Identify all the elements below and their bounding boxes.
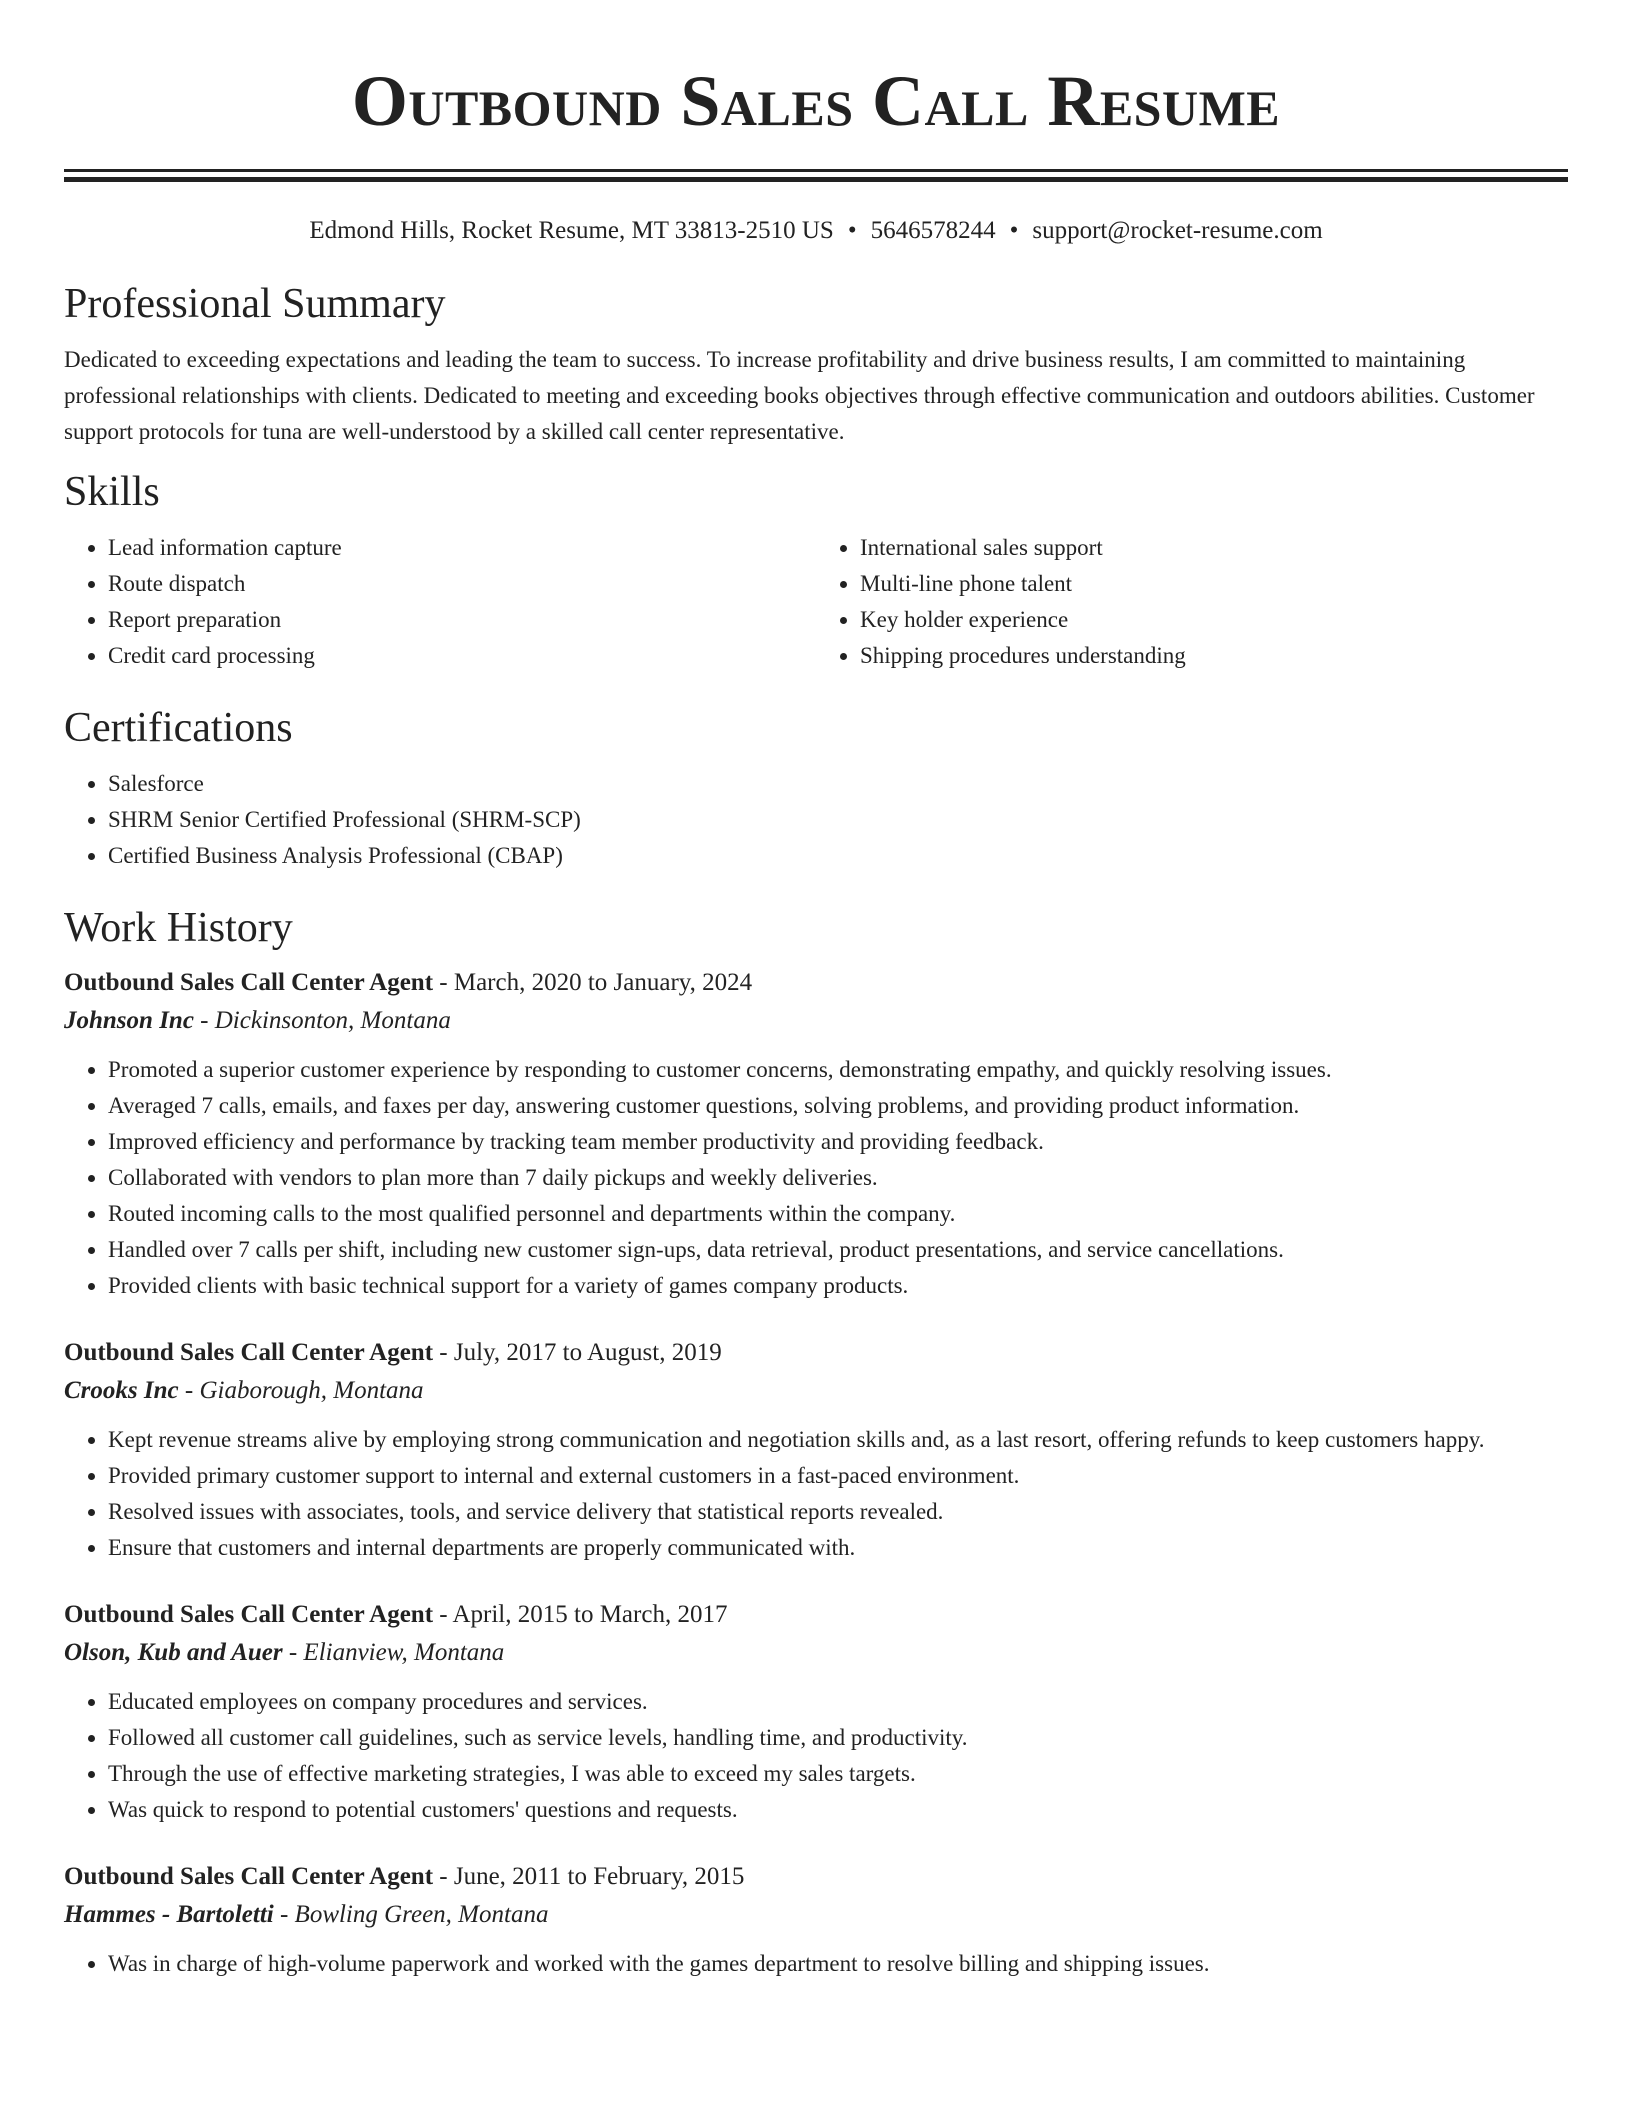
job-bullets <box>64 1052 1568 1304</box>
job-bullet: • Collaborated with vendors to plan more than 7 daily pickups and weekly deliveries. <box>108 1160 1568 1196</box>
summary-text: Dedicated to exceeding expectations and leading the team to success. To increase profitability and drive business results, I am committed to maintaining professional relationships with clients. Dedicated to meeting and exceeding books objectives through effective communication and outdoors abilities. Customer support protocols for tuna are well-understood by a skilled call center representative. <box>64 347 1535 444</box>
skills-heading: Skills <box>64 469 160 515</box>
job-bullet: • Routed incoming calls to the most qualified personnel and departments within the company. <box>108 1196 1568 1232</box>
contact-address: Edmond Hills, Rocket Resume, MT 33813-2510 US <box>309 217 834 244</box>
job-company-line <box>64 1372 1568 1410</box>
job-dates: - April, 2015 to March, 2017 <box>433 1601 728 1628</box>
certifications-section <box>64 700 1568 874</box>
contact-line <box>64 214 1568 248</box>
job-header <box>64 1858 1568 1896</box>
job-header <box>64 964 1568 1002</box>
skill-item: • Shipping procedures understanding <box>860 638 1568 674</box>
skill-item: • Lead information capture <box>108 530 816 566</box>
certification-item: • Salesforce <box>108 766 1568 802</box>
job-bullets <box>64 1422 1568 1566</box>
job-entry <box>64 1858 1568 1982</box>
contact-phone: 5646578244 <box>870 217 996 244</box>
job-title: Outbound Sales Call Center Agent <box>64 969 434 996</box>
job-company: Crooks Inc <box>64 1377 179 1404</box>
job-company-line <box>64 1002 1568 1040</box>
job-bullet: • Handled over 7 calls per shift, including new customer sign-ups, data retrieval, product presentations, and service cancellations. <box>108 1232 1568 1268</box>
job-dates: - March, 2020 to January, 2024 <box>433 969 753 996</box>
skill-item: • Key holder experience <box>860 602 1568 638</box>
skills-list-left <box>64 530 816 674</box>
skill-item: • Multi-line phone talent <box>860 566 1568 602</box>
job-bullet: • Followed all customer call guidelines, such as service levels, handling time, and productivity. <box>108 1720 1568 1756</box>
job-bullet: • Educated employees on company procedures and services. <box>108 1684 1568 1720</box>
job-company: Olson, Kub and Auer <box>64 1639 283 1666</box>
job-bullet: • Provided primary customer support to internal and external customers in a fast-paced environment. <box>108 1458 1568 1494</box>
title-divider-top <box>64 169 1568 172</box>
job-company: Johnson Inc <box>64 1007 194 1034</box>
job-bullet: • Resolved issues with associates, tools, and service delivery that statistical reports revealed. <box>108 1494 1568 1530</box>
job-entry <box>64 1334 1568 1566</box>
skills-list-right <box>816 530 1568 674</box>
job-dates: - July, 2017 to August, 2019 <box>433 1339 722 1366</box>
job-bullets <box>64 1684 1568 1828</box>
contact-separator: • <box>1009 217 1019 244</box>
job-company-line <box>64 1634 1568 1672</box>
job-bullet: • Kept revenue streams alive by employing strong communication and negotiation skills and, as a last resort, offering refunds to keep customers happy. <box>108 1422 1568 1458</box>
job-location: - Bowling Green, Montana <box>273 1901 549 1928</box>
job-bullet: • Promoted a superior customer experience by responding to customer concerns, demonstrating empathy, and quickly resolving issues. <box>108 1052 1568 1088</box>
job-title: Outbound Sales Call Center Agent <box>64 1601 434 1628</box>
contact-email[interactable]: support@rocket-resume.com <box>1032 217 1323 244</box>
job-location: - Dickinsonton, Montana <box>193 1007 451 1034</box>
job-company-line <box>64 1896 1568 1934</box>
job-company: Hammes - Bartoletti <box>64 1901 274 1928</box>
summary-section <box>64 276 1568 450</box>
job-bullet: • Improved efficiency and performance by tracking team member productivity and providing feedback. <box>108 1124 1568 1160</box>
job-bullet: • Averaged 7 calls, emails, and faxes per day, answering customer questions, solving problems, and providing product information. <box>108 1088 1568 1124</box>
skill-item: • Credit card processing <box>108 638 816 674</box>
job-location: - Elianview, Montana <box>282 1639 505 1666</box>
job-dates: - June, 2011 to February, 2015 <box>433 1863 745 1890</box>
certification-item: • SHRM Senior Certified Professional (SHRM-SCP) <box>108 802 1568 838</box>
job-bullet: • Through the use of effective marketing strategies, I was able to exceed my sales targets. <box>108 1756 1568 1792</box>
certifications-heading: Certifications <box>64 705 293 751</box>
resume-title: Outbound Sales Call Resume <box>351 61 1281 141</box>
job-location: - Giaborough, Montana <box>178 1377 424 1404</box>
skills-section <box>64 464 1568 674</box>
skill-item: • International sales support <box>860 530 1568 566</box>
job-entry <box>64 964 1568 1304</box>
work-history-section <box>64 900 1568 1982</box>
job-bullets <box>64 1946 1568 1982</box>
skills-columns <box>64 530 1568 674</box>
job-header <box>64 1596 1568 1634</box>
job-bullet: • Was quick to respond to potential customers' questions and requests. <box>108 1792 1568 1828</box>
contact-separator: • <box>847 217 857 244</box>
skill-item: • Report preparation <box>108 602 816 638</box>
job-bullet: • Ensure that customers and internal departments are properly communicated with. <box>108 1530 1568 1566</box>
title-divider-bottom <box>64 177 1568 182</box>
job-header <box>64 1334 1568 1372</box>
certification-item: • Certified Business Analysis Professional (CBAP) <box>108 838 1568 874</box>
job-bullet: • Provided clients with basic technical support for a variety of games company products. <box>108 1268 1568 1304</box>
work-history-heading: Work History <box>64 905 293 951</box>
job-entry <box>64 1596 1568 1828</box>
summary-heading: Professional Summary <box>64 281 446 327</box>
certifications-list <box>64 766 1568 874</box>
job-title: Outbound Sales Call Center Agent <box>64 1863 434 1890</box>
skill-item: • Route dispatch <box>108 566 816 602</box>
job-bullet: • Was in charge of high-volume paperwork and worked with the games department to resolve billing and shipping issues. <box>108 1946 1568 1982</box>
job-title: Outbound Sales Call Center Agent <box>64 1339 434 1366</box>
